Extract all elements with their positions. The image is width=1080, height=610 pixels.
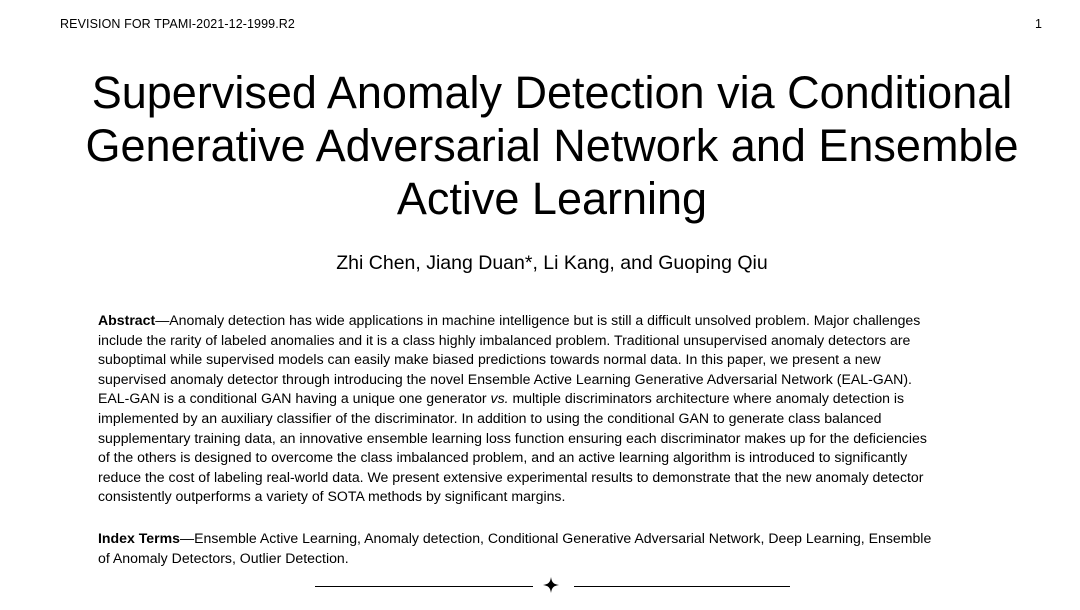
abstract-line: of the others is designed to overcome the class imbalanced problem, and an active learning algorithm is introduced to significantly: [98, 449, 908, 466]
abstract-line: suboptimal while supervised models can easily make biased predictions towards normal data. In this paper, we present a new: [98, 351, 881, 368]
abstract-line: supervised anomaly detector through introducing the novel Ensemble Active Learning Generative Adversarial Network (EAL-GAN).: [98, 370, 912, 387]
author-list: Zhi Chen, Jiang Duan*, Li Kang, and Guoping Qiu: [336, 252, 768, 274]
four-point-star-icon: [543, 577, 559, 593]
running-header: REVISION FOR TPAMI-2021-12-1999.R2: [60, 17, 295, 31]
section-divider-right: [574, 586, 790, 587]
abstract-line: include the rarity of labeled anomalies and it is a class highly imbalanced problem. Traditional unsupervised anomaly detectors are: [98, 331, 911, 348]
abstract-line: supplementary training data, an innovative ensemble learning loss function ensuring each discriminator makes up for the deficiencies: [98, 429, 927, 446]
abstract-line: [98, 311, 1004, 331]
title-line: Active Learning: [396, 173, 708, 224]
abstract: [98, 311, 1004, 507]
index-terms-text: —Ensemble Active Learning, Anomaly detection, Conditional Generative Adversarial Network, Deep Learning, Ensemble: [179, 530, 932, 546]
paper-title: [40, 66, 1064, 225]
index-terms-line: of Anomaly Detectors, Outlier Detection.: [98, 549, 349, 566]
index-terms-line: [98, 529, 1004, 549]
abstract-line: EAL-GAN is a conditional GAN having a unique one generator vs. multiple discriminators architecture where anomaly detection is: [98, 390, 905, 407]
title-line: Generative Adversarial Network and Ensemble: [85, 120, 1019, 171]
title-line: Supervised Anomaly Detection via Conditional: [91, 67, 1013, 118]
abstract-line: consistently outperforms a variety of SOTA methods by significant margins.: [98, 488, 566, 505]
abstract-line: reduce the cost of labeling real-world data. We present extensive experimental results to demonstrate that the new anomaly detector: [98, 468, 924, 485]
page-number: 1: [1035, 17, 1042, 31]
abstract-line: implemented by an auxiliary classifier of the discriminator. In addition to using the conditional GAN to generate class balanced: [98, 409, 882, 426]
index-terms: [98, 529, 1004, 568]
index-terms-label: Index Terms: [98, 530, 180, 546]
abstract-text: —Anomaly detection has wide applications in machine intelligence but is still a difficult unsolved problem. Major challenges: [155, 312, 921, 328]
abstract-label: Abstract: [98, 312, 156, 328]
section-divider-left: [315, 586, 533, 587]
